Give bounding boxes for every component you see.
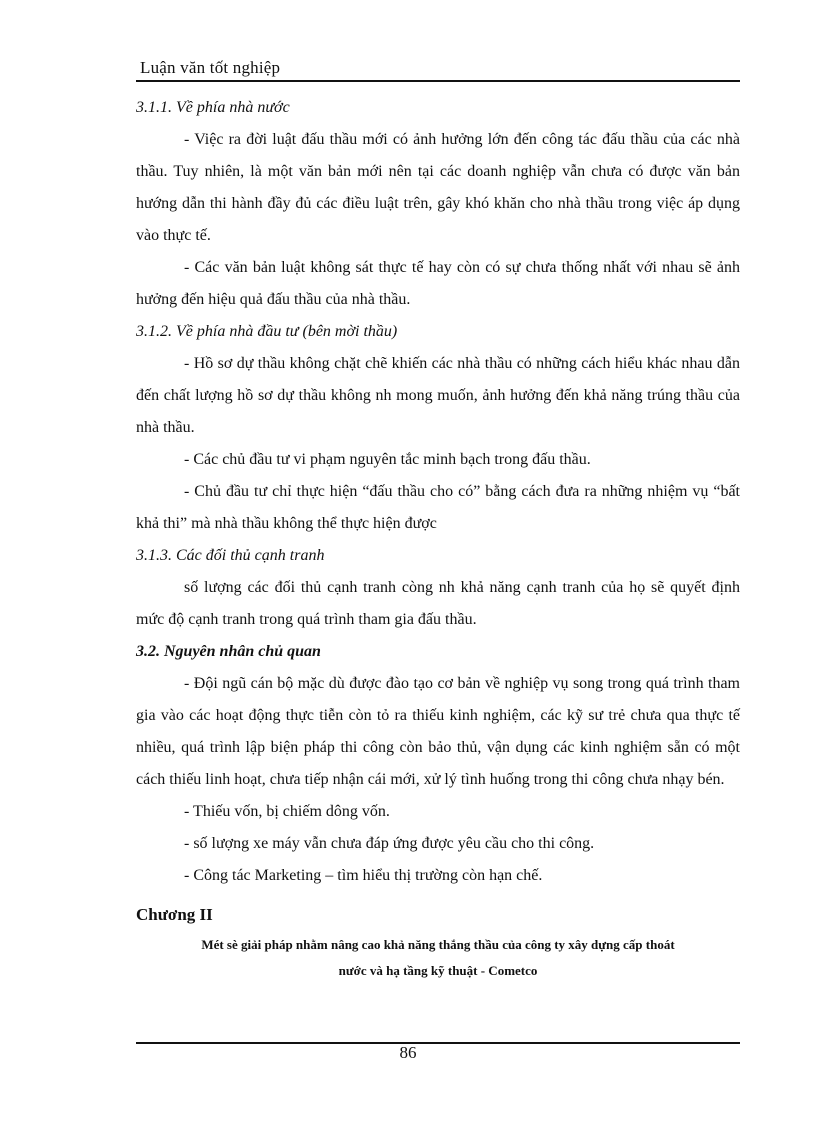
paragraph: - Chủ đầu tư chỉ thực hiện “đấu thầu cho có” bằng cách đưa ra những nhiệm vụ “bất khả thi” mà nhà thầu không thể thực hiện được bbox=[136, 483, 740, 532]
page-number: 86 bbox=[399, 1043, 417, 1062]
paragraph: số lượng các đối thủ cạnh tranh còng nh khả năng cạnh tranh của họ sẽ quyết định mức độ cạnh tranh trong quá trình tham gia đấu thầu. bbox=[136, 579, 740, 628]
paragraph: - Đội ngũ cán bộ mặc dù được đào tạo cơ bản về nghiệp vụ song trong quá trình tham gia vào các hoạt động thực tiễn còn tỏ ra thiếu kinh nghiệm, các kỹ sư trẻ chưa qua thực tế nhiều, quá trình lập biện pháp thi công còn bảo thủ, vận dụng các kinh nghiệm sẵn có một cách thiếu linh hoạt, chưa tiếp nhận cái mới, xử lý tình huống trong thi công chưa nhạy bén. bbox=[136, 675, 740, 788]
paragraph: - Việc ra đời luật đấu thầu mới có ảnh hưởng lớn đến công tác đấu thầu của các nhà thầu. Tuy nhiên, là một văn bản mới nên tại các doanh nghiệp vẫn chưa có được văn bản hướng dẫn thi hành đầy đủ các điều luật trên, gây khó khăn cho nhà thầu trong việc áp dụng vào thực tế. bbox=[136, 131, 740, 244]
paragraph: - Công tác Marketing – tìm hiểu thị trường còn hạn chế. bbox=[184, 867, 543, 884]
running-header: Luận văn tốt nghiệp bbox=[140, 58, 281, 77]
paragraph: - Hồ sơ dự thầu không chặt chẽ khiến các nhà thầu có những cách hiểu khác nhau dẫn đến chất lượng hồ sơ dự thầu không nh mong muốn, ảnh hưởng đến khả năng trúng thầu của nhà thầu. bbox=[136, 355, 740, 436]
section-heading-3-1-3: 3.1.3. Các đối thủ cạnh tranh bbox=[136, 547, 325, 564]
page-body bbox=[136, 92, 740, 984]
chapter-title: Chương II bbox=[136, 905, 213, 924]
section-heading-3-1-1: 3.1.1. Về phía nhà nước bbox=[136, 99, 290, 116]
paragraph: - Thiếu vốn, bị chiếm dông vốn. bbox=[184, 803, 390, 820]
section-heading-3-2: 3.2. Nguyên nhân chủ quan bbox=[136, 643, 321, 660]
paragraph: - Các văn bản luật không sát thực tế hay còn có sự chưa thống nhất với nhau sẽ ảnh hưởng đến hiệu quả đấu thầu của nhà thầu. bbox=[136, 259, 740, 308]
chapter-subtitle-line-1: Mét sè giải pháp nhằm nâng cao khả năng thắng thầu của công ty xây dựng cấp thoát bbox=[201, 937, 675, 952]
header-divider bbox=[136, 80, 740, 82]
chapter-subtitle-line-2: nước và hạ tầng kỹ thuật - Cometco bbox=[338, 963, 538, 978]
paragraph: - Các chủ đầu tư vi phạm nguyên tắc minh bạch trong đấu thầu. bbox=[184, 451, 591, 468]
paragraph: - số lượng xe máy vẫn chưa đáp ứng được yêu cầu cho thi công. bbox=[184, 835, 595, 852]
section-heading-3-1-2: 3.1.2. Về phía nhà đầu tư (bên mời thầu) bbox=[136, 323, 398, 340]
